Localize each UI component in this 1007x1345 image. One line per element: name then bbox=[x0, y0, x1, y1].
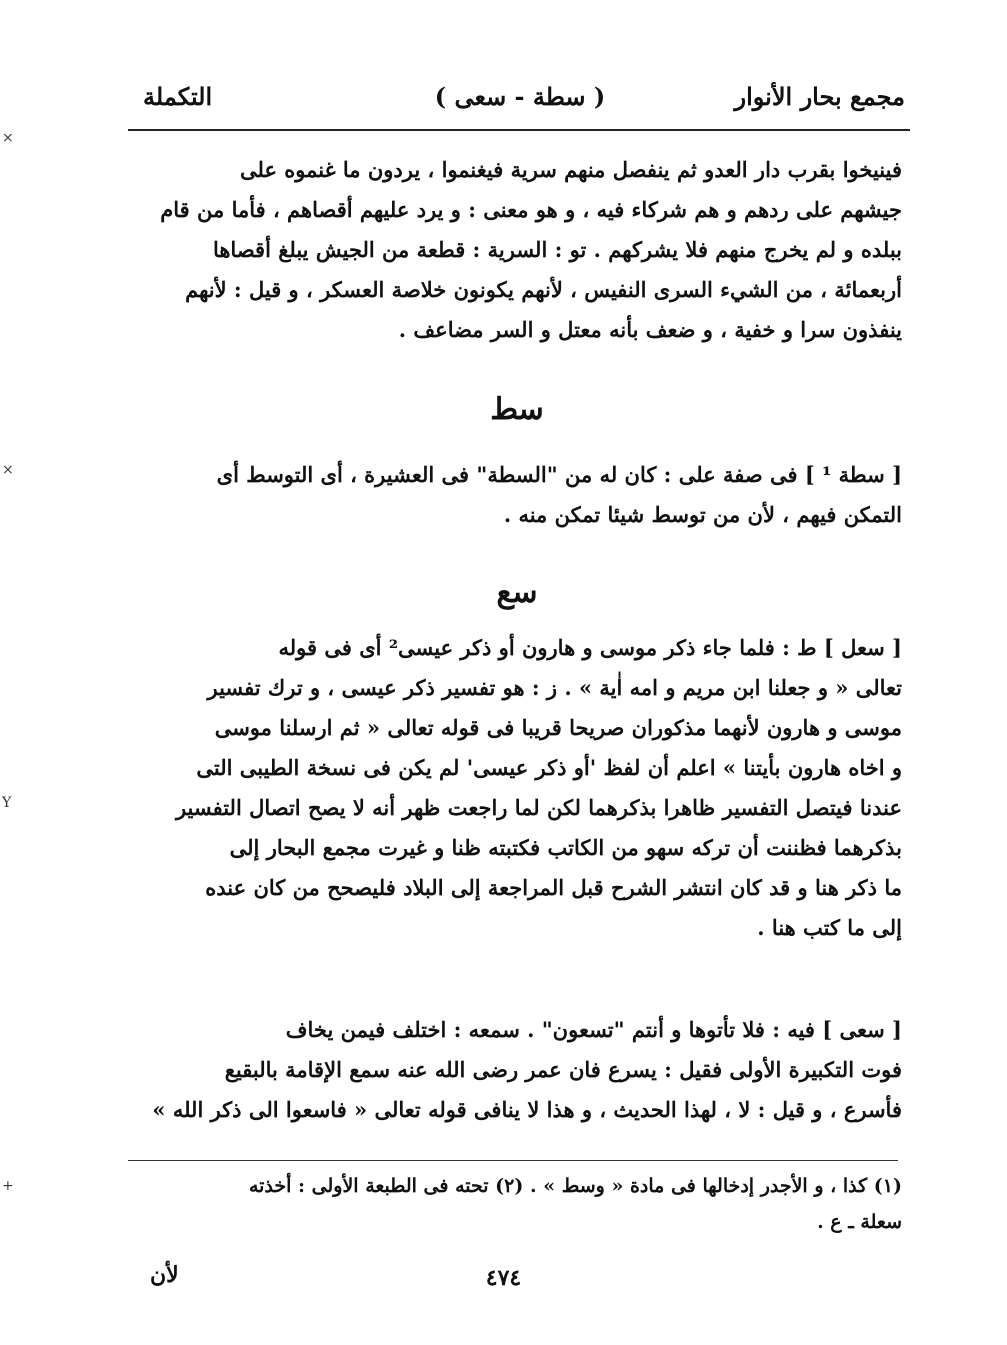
footnote-line: سعلة ـ ع . bbox=[817, 1211, 902, 1233]
entry-sual bbox=[132, 628, 902, 948]
header-section: التكملة bbox=[143, 82, 213, 111]
footnote-rule bbox=[128, 1160, 898, 1161]
catchword: لأن bbox=[150, 1262, 179, 1288]
text-line: ببلده و لم يخرج منهم فلا يشركهم . تو : السرية : قطعة من الجيش يبلغ أقصاها bbox=[212, 237, 902, 262]
header-entry-range: ( سطة - سعى ) bbox=[434, 82, 606, 111]
text-line: فينيخوا بقرب دار العدو ثم ينفصل منهم سرية فيغنموا ، يردون ما غنموه على bbox=[239, 157, 902, 182]
text-line: أربعمائة ، من الشيء السرى النفيس ، لأنهم يكونون خلاصة العسكر ، و قيل : لأنهم bbox=[185, 277, 902, 302]
text-line: فوت التكبيرة الأولى فقيل : يسرع فان عمر رضى الله عنه سمع الإقامة بالبقيع bbox=[224, 1057, 902, 1082]
margin-mark: + bbox=[2, 1178, 14, 1194]
text-line: بذكرهما فظننت أن تركه سهو من الكاتب فكتبته ظنا و غيرت مجمع البحار إلى bbox=[229, 835, 902, 860]
text-line: فأسرع ، و قيل : لا ، لهذا الحديث ، و هذا لا ينافى قوله تعالى « فاسعوا الى ذكر الله » bbox=[152, 1097, 902, 1122]
entry-saa bbox=[132, 1010, 902, 1130]
root-heading-sat: سط bbox=[490, 392, 544, 427]
header-rule bbox=[128, 129, 910, 131]
entry-satah bbox=[132, 455, 902, 535]
margin-mark: × bbox=[2, 130, 14, 146]
margin-mark: × bbox=[2, 462, 14, 478]
footnote-line: (١) كذا ، و الأجدر إدخالها فى مادة « وسط » . (٢) تحته فى الطبعة الأولى : أخذته bbox=[248, 1175, 902, 1197]
text-line: موسى و هارون لأنهما مذكوران صريحا قريبا فى قوله تعالى « ثم ارسلنا موسى bbox=[214, 715, 902, 740]
margin-mark: Y bbox=[2, 795, 12, 811]
text-line: عندنا فيتصل التفسير ظاهرا بذكرهما لكن لما راجعت ظهر أنه لا يصح اتصال التفسير bbox=[175, 795, 902, 820]
text-line: و اخاه هارون بأيتنا » اعلم أن لفظ 'أو ذكر عيسى' لم يكن فى نسخة الطيبى التى bbox=[196, 755, 902, 780]
text-line: جيشهم على ردهم و هم شركاء فيه ، و هو معنى : و يرد عليهم أقصاهم ، فأما من قام bbox=[160, 197, 902, 222]
text-line: [ سعى ] فيه : فلا تأتوها و أنتم "تسعون" . سمعه : اختلف فيمن يخاف bbox=[285, 1017, 902, 1042]
root-heading-sa: سع bbox=[496, 575, 538, 610]
text-line: [ سطة ¹ ] فى صفة على : كان له من "السطة" فى العشيرة ، أى التوسط أى bbox=[216, 462, 902, 487]
text-line: التمكن فيهم ، لأن من توسط شيئا تمكن منه . bbox=[503, 502, 902, 527]
text-line: [ سعل ] ط : فلما جاء ذكر موسى و هارون أو ذكر عيسى² أى فى قوله bbox=[278, 635, 902, 660]
page-number: ٤٧٤ bbox=[485, 1265, 522, 1291]
footnotes bbox=[132, 1168, 902, 1240]
paragraph-continuation bbox=[132, 150, 902, 350]
text-line: ما ذكر هنا و قد كان انتشر الشرح قبل المراجعة إلى البلاد فليصحح من كان عنده bbox=[205, 875, 902, 900]
running-header bbox=[135, 82, 905, 122]
text-line: إلى ما كتب هنا . bbox=[757, 915, 902, 940]
text-line: ينفذون سرا و خفية ، و ضعف بأنه معتل و السر مضاعف . bbox=[398, 317, 902, 342]
header-book-title: مجمع بحار الأنوار bbox=[734, 82, 905, 111]
text-line: تعالى « و جعلنا ابن مريم و امه اٰية » . ز : هو تفسير ذكر عيسى ، و ترك تفسير bbox=[207, 675, 902, 700]
